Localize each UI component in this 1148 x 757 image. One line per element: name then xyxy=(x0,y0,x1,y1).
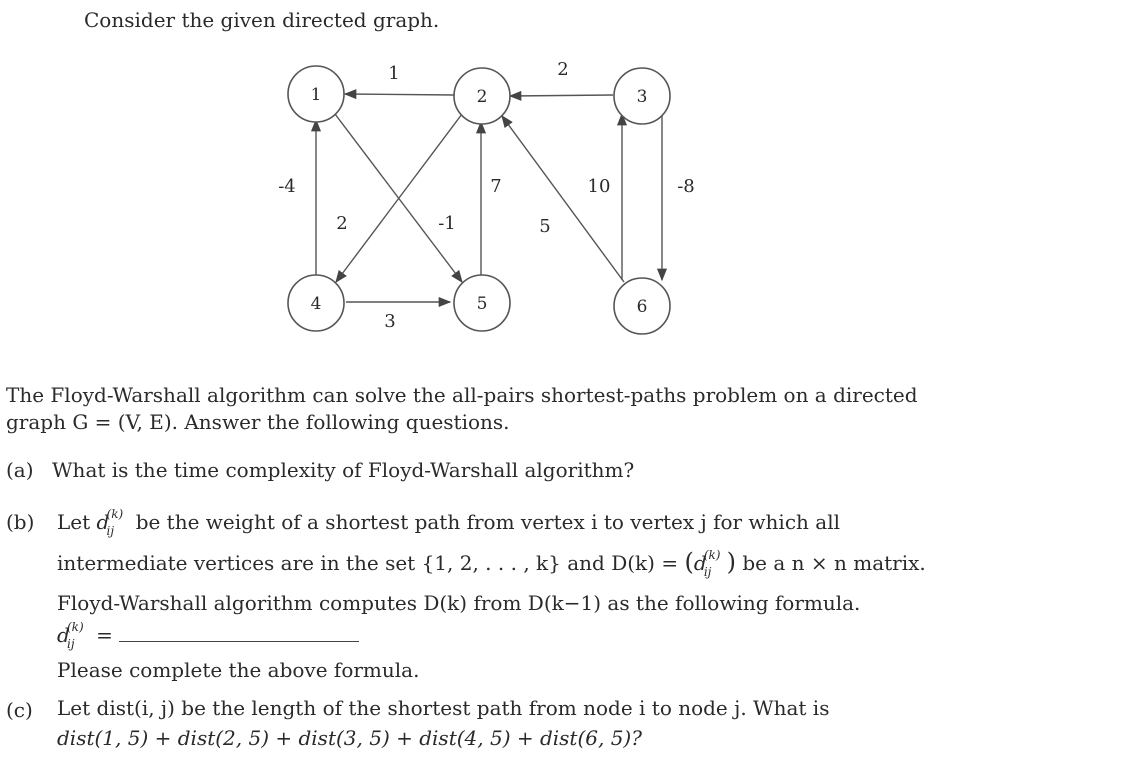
edge-label-1-5: 2 xyxy=(336,213,348,234)
node-label-3: 3 xyxy=(636,87,648,107)
question-a-text: What is the time complexity of Floyd-Warshall algorithm? xyxy=(52,458,635,482)
question-c-marker: (c) xyxy=(6,698,33,722)
node-label-2: 2 xyxy=(476,87,488,107)
d-ij-k-matrix-symbol: d (k) ij xyxy=(693,548,721,579)
edge-label-3-2: 2 xyxy=(557,59,569,80)
question-b-line-2-post: be a n × n matrix. xyxy=(742,551,926,575)
question-b-line-1 xyxy=(57,507,840,538)
question-b-line-3: Floyd-Warshall algorithm computes D(k) from D(k−1) as the following formula. xyxy=(57,591,861,615)
node-label-5: 5 xyxy=(476,294,488,314)
node-label-4: 4 xyxy=(310,294,322,314)
edge-6-2 xyxy=(502,116,624,282)
question-b-let: Let xyxy=(57,510,91,534)
directed-graph xyxy=(0,0,1148,360)
body-line-2: graph G = (V, E). Answer the following questions. xyxy=(6,410,510,434)
edge-label-4-1: -4 xyxy=(278,176,296,197)
edge-label-5-2: 7 xyxy=(490,176,502,197)
formula-equals: = xyxy=(96,623,113,647)
question-b-marker: (b) xyxy=(6,510,35,534)
question-b-line-1-rest: be the weight of a shortest path from vertex i to vertex j for which all xyxy=(135,510,840,534)
matrix-open-paren: ( xyxy=(684,548,694,576)
matrix-close-paren: ) xyxy=(726,548,736,576)
node-label-6: 6 xyxy=(636,297,648,317)
body-line-1: The Floyd-Warshall algorithm can solve the all-pairs shortest-paths problem on a directed xyxy=(6,383,918,407)
edge-label-6-2: 5 xyxy=(539,216,551,237)
edge-2-1 xyxy=(345,94,455,95)
d-ij-k-formula-symbol: d (k) ij xyxy=(57,620,84,651)
question-b-formula-line xyxy=(57,620,359,651)
question-b-line-2 xyxy=(57,548,926,579)
node-label-1: 1 xyxy=(310,85,322,105)
edge-label-2-1: 1 xyxy=(388,63,400,84)
edge-label-2-4: -1 xyxy=(438,213,456,234)
formula-answer-blank[interactable] xyxy=(119,623,359,642)
question-a-marker: (a) xyxy=(6,458,34,482)
edge-3-2 xyxy=(510,95,613,96)
question-c-line-2: dist(1, 5) + dist(2, 5) + dist(3, 5) + dist(4, 5) + dist(6, 5)? xyxy=(57,726,642,750)
intro-text: Consider the given directed graph. xyxy=(84,8,440,32)
question-b-line-2-pre: intermediate vertices are in the set {1, 2, . . . , k} and D(k) = xyxy=(57,551,679,575)
edge-label-4-5: 3 xyxy=(384,311,396,332)
edge-label-6-3: 10 xyxy=(587,176,611,197)
question-c-line-1: Let dist(i, j) be the length of the shortest path from node i to node j. What is xyxy=(57,696,830,720)
edge-label-3-6: -8 xyxy=(677,176,695,197)
d-ij-k-symbol: d (k) ij xyxy=(96,507,124,538)
question-b-line-5: Please complete the above formula. xyxy=(57,658,420,682)
